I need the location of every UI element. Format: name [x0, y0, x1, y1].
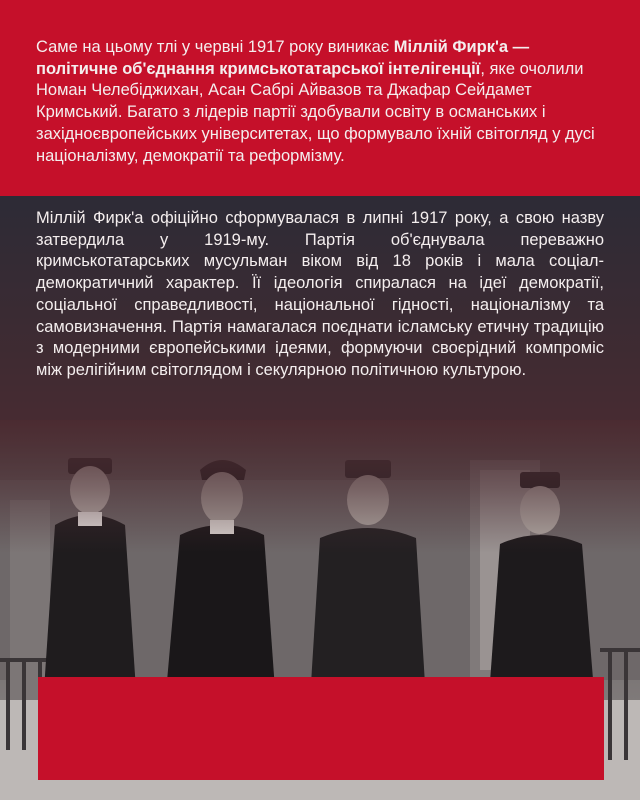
- party-name-highlight: Міллій Фирк'а — політичне об'єднання кримськотатарської інтелігенції: [36, 38, 530, 78]
- red-text-placeholder-box: [38, 677, 604, 780]
- paragraph-founding: [36, 37, 604, 167]
- paragraph-founding-text-1: Саме на цьому тлі у червні 1917 року виникає: [36, 38, 394, 56]
- paragraph-founding-text-2: , яке очолили Номан Челебіджихан, Асан Сабрі Айвазов та Джафар Сейдамет Кримський. Багато з лідерів партії здобували освіту в османських і західноєвропейських університетах, що формувало їхній світогляд у дусі націоналізму, демократії та реформізму.: [36, 59, 595, 165]
- paragraph-ideology: Міллій Фирк'а офіційно сформувалася в липні 1917 року, а свою назву затвердила у 1919-му. Партія об'єднувала переважно кримськотатарських мусульман віком від 18 років і мала соціал-демократичний характер. Її ідеологія спиралася на ідеї демократії, соціальної справедливості, національної гідності, націоналізму та самовизначення. Партія намагалася поєднати ісламську етичну традицію з модерними європейськими ідеями, формуючи своєрідний компроміс між релігійним світоглядом і секулярною політичною культурою.: [36, 209, 604, 379]
